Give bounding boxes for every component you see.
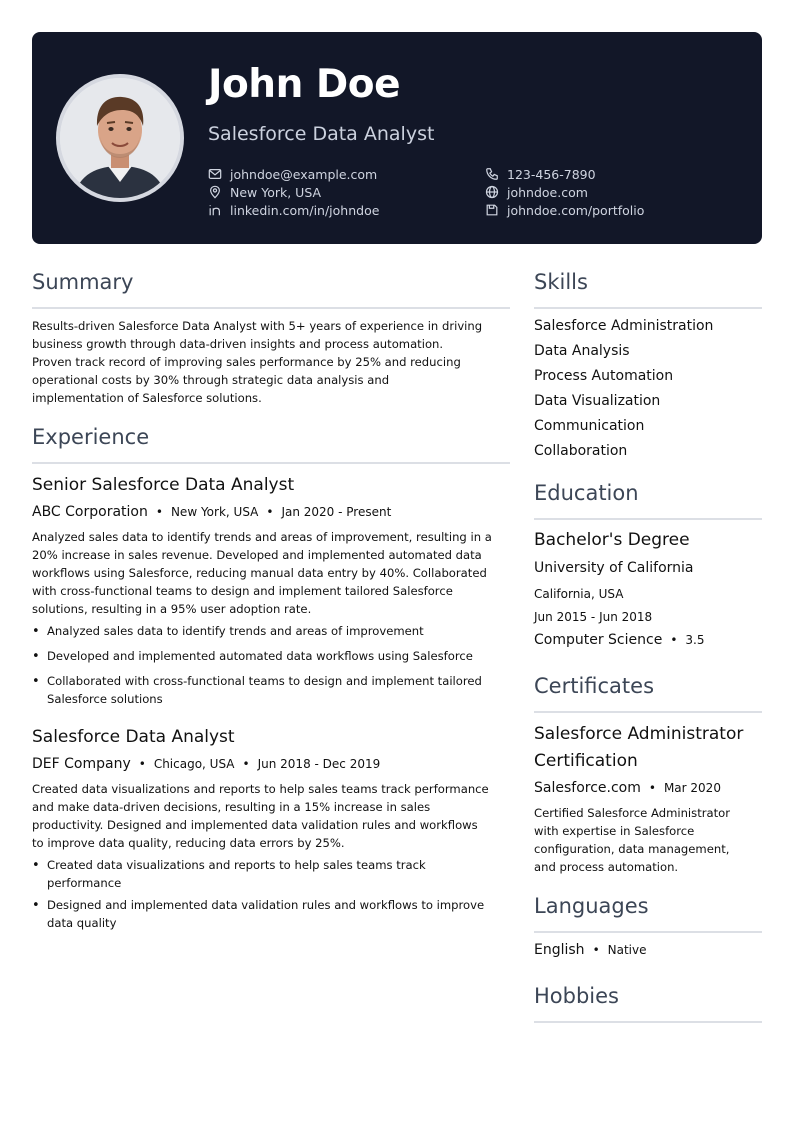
language-name: English — [534, 942, 585, 958]
summary-line: implementation of Salesforce solutions. — [32, 391, 262, 405]
globe-icon — [485, 185, 499, 199]
language-level: Native — [607, 943, 647, 957]
summary-divider — [32, 307, 510, 309]
profile-photo — [56, 74, 184, 202]
job-bullet — [32, 672, 522, 708]
bullet-line: • Created data visualizations and reports to help sales teams track — [47, 858, 426, 872]
job-bullet — [32, 647, 522, 665]
separator-dot: • — [155, 505, 163, 519]
location-text: New York, USA — [230, 184, 322, 200]
education-location: California, USA — [534, 587, 624, 601]
job-location: New York, USA — [170, 505, 259, 519]
job-description-line: Created data visualizations and reports to help sales teams track performance — [32, 782, 489, 796]
website-text: johndoe.com — [507, 184, 588, 200]
education-heading: Education — [534, 481, 639, 505]
experience-heading: Experience — [32, 425, 150, 449]
skill-item: Collaboration — [534, 443, 628, 459]
separator-dot: • — [592, 943, 600, 957]
skills-heading: Skills — [534, 270, 588, 294]
skill-item: Communication — [534, 418, 645, 434]
contact-linkedin[interactable] — [208, 201, 379, 219]
education-school: University of California — [534, 560, 694, 576]
bullet-line: performance — [47, 876, 122, 890]
contact-location — [208, 183, 321, 201]
email-text: johndoe@example.com — [230, 166, 378, 182]
languages-divider — [534, 931, 762, 933]
certificate-date: Mar 2020 — [663, 781, 721, 795]
certificate-description — [534, 804, 762, 876]
certificate-description-line: with expertise in Salesforce — [534, 824, 695, 838]
education-field: Computer Science — [534, 632, 663, 648]
summary-line: Results-driven Salesforce Data Analyst with 5+ years of experience in driving — [32, 319, 483, 333]
resume-header — [32, 32, 762, 244]
job-bullet — [32, 856, 522, 892]
job-description-line: and make data-driven decisions, resulting in a 15% increase in sales — [32, 800, 431, 814]
job-description-line: Analyzed sales data to identify trends and areas of improvement, resulting in a — [32, 530, 492, 544]
avatar-illustration — [60, 78, 180, 198]
bullet-line: • Developed and implemented automated data workflows using Salesforce — [47, 649, 473, 663]
job-description-line: workflows using Salesforce, reducing manual data entry by 40%. Collaborated — [32, 566, 487, 580]
separator-dot: • — [670, 633, 678, 647]
job-description-line: to improve data quality, reducing data errors by 25%. — [32, 836, 345, 850]
certificates-heading: Certificates — [534, 674, 655, 698]
contact-website[interactable] — [485, 183, 588, 201]
separator-dot: • — [648, 781, 656, 795]
skills-divider — [534, 307, 762, 309]
job-description-line: 20% increase in sales revenue. Developed and implemented automated data — [32, 548, 482, 562]
portfolio-text: johndoe.com/portfolio — [507, 202, 645, 218]
certificate-description-line: configuration, data management, — [534, 842, 730, 856]
separator-dot: • — [266, 505, 274, 519]
certificate-name-line: Certification — [534, 751, 638, 771]
phone-text: 123-456-7890 — [507, 166, 596, 182]
contact-email[interactable] — [208, 165, 377, 183]
job-bullet — [32, 622, 522, 640]
bullet-line: data quality — [47, 916, 117, 930]
language-row — [534, 942, 647, 958]
experience-divider — [32, 462, 510, 464]
job-bullet — [32, 896, 522, 932]
candidate-title: Salesforce Data Analyst — [208, 123, 435, 145]
separator-dot: • — [138, 757, 146, 771]
candidate-name: John Doe — [208, 62, 401, 107]
certificates-divider — [534, 711, 762, 713]
summary-text — [32, 317, 522, 407]
linkedin-text: linkedin.com/in/johndoe — [230, 202, 380, 218]
bullet-line: • Collaborated with cross-functional teams to design and implement tailored — [47, 674, 482, 688]
phone-icon — [485, 167, 499, 181]
job-dates: Jan 2020 - Present — [281, 505, 392, 519]
education-degree: Bachelor's Degree — [534, 530, 690, 550]
separator-dot: • — [242, 757, 250, 771]
job-description — [32, 780, 522, 852]
contact-phone[interactable] — [485, 165, 596, 183]
job-title: Senior Salesforce Data Analyst — [32, 475, 295, 495]
envelope-icon — [208, 167, 222, 181]
education-gpa: 3.5 — [685, 633, 705, 647]
certificate-meta — [534, 780, 721, 796]
summary-heading: Summary — [32, 270, 134, 294]
skill-item: Salesforce Administration — [534, 318, 714, 334]
job-company: DEF Company — [32, 756, 131, 772]
job-description-line: productivity. Designed and implemented data validation rules and workflows — [32, 818, 478, 832]
job-description-line: solutions, resulting in a 95% user adoption rate. — [32, 602, 312, 616]
certificate-issuer: Salesforce.com — [534, 780, 641, 796]
skill-item: Process Automation — [534, 368, 674, 384]
map-pin-icon — [208, 185, 222, 199]
job-company: ABC Corporation — [32, 504, 148, 520]
education-field-row — [534, 632, 705, 648]
summary-line: Proven track record of improving sales performance by 25% and reducing — [32, 355, 461, 369]
education-dates: Jun 2015 - Jun 2018 — [534, 610, 653, 624]
certificate-description-line: and process automation. — [534, 860, 679, 874]
job-dates: Jun 2018 - Dec 2019 — [257, 757, 381, 771]
skill-item: Data Visualization — [534, 393, 661, 409]
education-divider — [534, 518, 762, 520]
languages-heading: Languages — [534, 894, 649, 918]
hobbies-heading: Hobbies — [534, 984, 619, 1008]
bullet-line: • Designed and implemented data validation rules and workflows to improve — [47, 898, 485, 912]
summary-line: business growth through data-driven insights and process automation. — [32, 337, 444, 351]
portfolio-icon — [485, 203, 499, 217]
job-description — [32, 528, 522, 618]
certificate-name-line: Salesforce Administrator — [534, 724, 744, 744]
job-meta — [32, 756, 380, 772]
skill-item: Data Analysis — [534, 343, 630, 359]
job-title: Salesforce Data Analyst — [32, 727, 235, 747]
hobbies-divider — [534, 1021, 762, 1023]
summary-line: operational costs by 30% through strategic data analysis and — [32, 373, 390, 387]
certificate-description-line: Certified Salesforce Administrator — [534, 806, 731, 820]
bullet-line: • Analyzed sales data to identify trends and areas of improvement — [47, 624, 424, 638]
job-location: Chicago, USA — [153, 757, 235, 771]
bullet-line: Salesforce solutions — [47, 692, 163, 706]
linkedin-icon — [208, 203, 222, 217]
contact-portfolio[interactable] — [485, 201, 644, 219]
job-description-line: with cross-functional teams to design and implement tailored Salesforce — [32, 584, 453, 598]
job-meta — [32, 504, 391, 520]
